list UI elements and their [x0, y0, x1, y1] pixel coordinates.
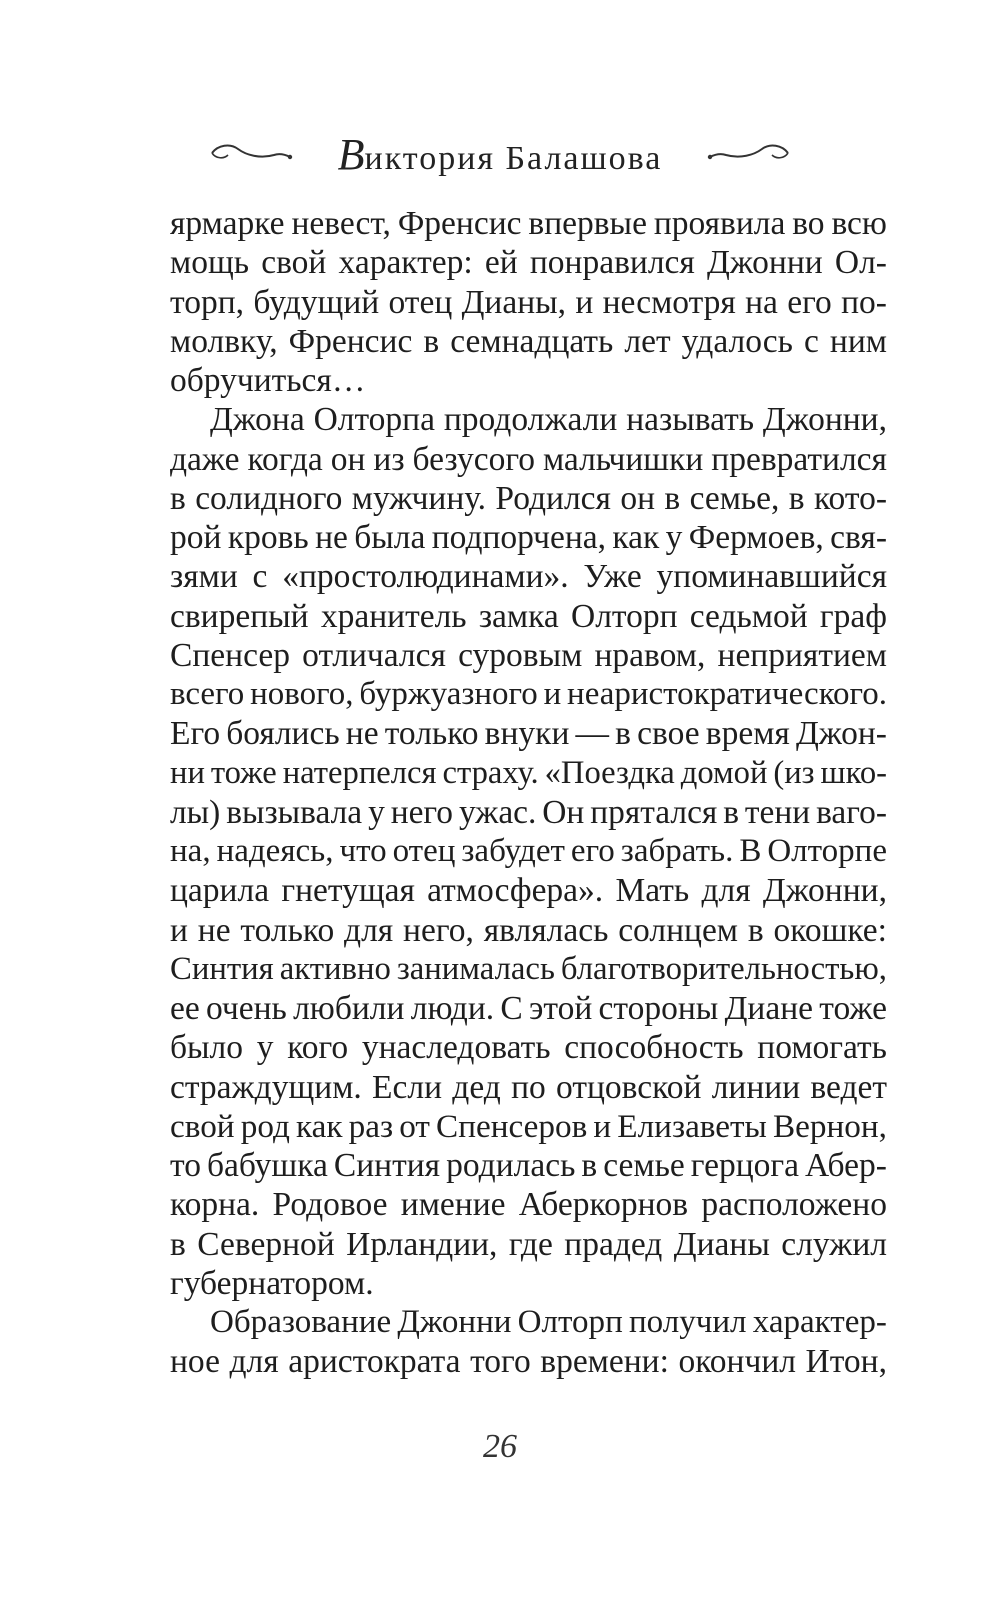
running-head-rest: иктория Балашова [364, 139, 663, 177]
text-line [170, 871, 887, 910]
text-word: окошке: [773, 911, 887, 949]
text-word: любили [293, 990, 405, 1027]
text-word: обручиться… [170, 362, 366, 399]
text-word: раз [348, 1107, 394, 1145]
text-word: Олторп [571, 597, 678, 635]
text-word: Дианы [673, 1225, 770, 1263]
text-word: (из [773, 754, 815, 791]
text-word: Джона [210, 401, 305, 439]
text-word: Родовое [272, 1186, 388, 1224]
text-word: ужас. [458, 793, 537, 831]
text-word: торп, [170, 283, 245, 321]
text-word: молвку, [170, 322, 278, 360]
page-number: 26 [483, 1428, 517, 1465]
text-word: в [170, 479, 186, 517]
text-word: свирепый [170, 597, 309, 635]
text-line [170, 636, 887, 675]
text-word: Олторп [517, 1304, 623, 1340]
text-word: седьмой [689, 597, 808, 635]
text-word: способность [564, 1029, 744, 1067]
text-word: свя- [830, 519, 887, 556]
text-word: надеясь, [216, 833, 334, 869]
text-word: Ол- [834, 244, 887, 282]
text-word: и [170, 911, 188, 949]
text-word: расположено [701, 1186, 887, 1224]
text-word: шко- [820, 754, 887, 791]
text-word: линии [711, 1068, 801, 1106]
text-word: Френсис [397, 205, 522, 242]
text-line [170, 989, 887, 1028]
text-word: Диане [724, 990, 814, 1027]
text-word: Итон, [805, 1343, 887, 1381]
text-word: С [500, 990, 523, 1027]
text-word: тоже [819, 990, 887, 1027]
text-line [170, 518, 887, 557]
text-word: атмосфера». [427, 872, 604, 910]
text-line [170, 832, 887, 871]
text-word: «простолюдинами». [282, 558, 569, 596]
text-word: кровь [227, 519, 309, 556]
text-word: Северной [197, 1225, 335, 1263]
text-word: зями [170, 558, 238, 596]
text-word: время [705, 715, 790, 753]
text-word: Елизаветы [617, 1107, 767, 1145]
text-word: характер- [752, 1304, 887, 1340]
text-line [170, 1185, 887, 1224]
text-line [170, 440, 887, 479]
text-word: для [701, 872, 751, 910]
text-word: страху. [442, 754, 539, 791]
text-word: всего [170, 676, 245, 712]
text-line [170, 283, 887, 322]
text-word: него, [403, 911, 474, 949]
right-flourish-icon [706, 137, 792, 171]
text-word: внуки [484, 715, 570, 753]
text-word: очень [206, 990, 287, 1027]
text-word: забрать. [620, 833, 734, 869]
text-word: рой [170, 519, 222, 556]
text-word: мальчишки [542, 440, 704, 478]
text-word: являлась [483, 911, 609, 949]
text-word: ни [170, 754, 205, 791]
text-word: Спенсер [170, 636, 290, 674]
text-word: было [170, 1029, 244, 1067]
text-word: не [197, 911, 231, 949]
text-word: ярмарке [170, 205, 285, 242]
text-word: гнетущая [281, 872, 415, 910]
text-word: с [804, 322, 819, 360]
text-word: солнцем [618, 911, 739, 949]
text-word: Образование [210, 1304, 392, 1340]
text-word: благотворительностью, [560, 950, 887, 987]
text-line [170, 400, 887, 439]
text-word: Спенсеров [436, 1107, 588, 1145]
text-word: от [399, 1107, 430, 1145]
text-word: из [373, 440, 405, 478]
text-word: прадед [564, 1225, 663, 1263]
text-line [170, 1107, 887, 1146]
text-line [170, 557, 887, 596]
text-word: — [575, 715, 610, 753]
text-word: семнадцать [450, 322, 614, 360]
text-word: отцовской [556, 1068, 702, 1106]
text-word: всю [831, 205, 887, 242]
text-word: активно [279, 950, 391, 987]
text-line [170, 950, 887, 989]
text-word: у [256, 1029, 274, 1067]
text-word: на [745, 283, 778, 321]
text-word: солидного [195, 479, 343, 517]
text-word: буржуазного [359, 676, 538, 712]
text-word: Мать [615, 872, 690, 910]
text-line [170, 714, 887, 753]
text-word: отец [392, 833, 456, 869]
text-word: у [665, 519, 683, 556]
text-word: несмотря [602, 283, 736, 321]
text-word: где [508, 1225, 553, 1263]
text-word: и [593, 1107, 612, 1145]
text-line [170, 597, 887, 636]
text-word: натерпелся [282, 754, 437, 791]
text-line [170, 911, 887, 950]
text-word: Олторпе [767, 833, 887, 869]
text-line [170, 1264, 887, 1303]
text-word: Если [372, 1068, 443, 1106]
text-word: Олторпа [313, 401, 435, 439]
text-word: и [543, 676, 562, 712]
text-word: времени: [540, 1343, 669, 1381]
text-word: свое [637, 715, 700, 753]
text-word: губернатором. [170, 1264, 374, 1302]
text-line [170, 675, 887, 714]
text-word: Джонни [397, 1304, 512, 1340]
text-word: страждущим. [170, 1068, 362, 1106]
text-word: характер: [338, 244, 473, 282]
text-word: его [570, 833, 615, 869]
text-word: занималась [396, 950, 555, 987]
text-word: «Поездка [544, 754, 675, 791]
text-word: того [470, 1343, 531, 1381]
text-word: вызывала [226, 793, 363, 831]
text-word: унаследовать [361, 1029, 551, 1067]
text-word: была [354, 519, 426, 556]
text-word: кого [287, 1029, 349, 1067]
text-word: ное [170, 1343, 220, 1381]
text-word: забудет [461, 833, 565, 869]
text-word: дед [452, 1068, 501, 1106]
text-word: свой [170, 1107, 235, 1145]
text-word: только [240, 911, 335, 949]
text-word: Вернон, [773, 1107, 887, 1145]
text-word: суровым [458, 636, 583, 674]
text-word: неаристократического. [567, 676, 887, 712]
text-word: бабушка [206, 1147, 328, 1184]
text-word: в [615, 715, 631, 753]
text-word: кото- [813, 479, 887, 517]
text-word: прятался [590, 793, 718, 831]
text-word: царила [170, 872, 270, 910]
text-word: в [723, 793, 739, 831]
text-word: в [747, 911, 764, 949]
text-word: ним [829, 322, 887, 360]
text-word: безусого [412, 440, 535, 478]
text-word: люди. [410, 990, 495, 1027]
text-word: в [788, 479, 805, 517]
text-word: Фермоев, [688, 519, 824, 556]
text-word: в [581, 1147, 598, 1184]
text-word: родилась [446, 1147, 576, 1184]
text-word: называть [626, 401, 755, 439]
text-word: помогать [757, 1029, 887, 1067]
text-word: проявила [653, 205, 786, 242]
text-word: Дианы, [461, 283, 567, 321]
text-word: Уже [583, 558, 642, 596]
text-word: стороны [598, 990, 719, 1027]
text-word: в [170, 1225, 186, 1263]
text-word: ваго- [816, 793, 887, 831]
text-word: что [339, 833, 387, 869]
text-word: во [792, 205, 825, 242]
text-word: на, [170, 833, 211, 869]
text-word: даже [170, 440, 240, 478]
text-line [170, 754, 887, 793]
text-word: Синтия [333, 1147, 441, 1184]
text-word: понравился [529, 244, 695, 282]
text-word: неприятием [717, 636, 887, 674]
text-word: для [344, 911, 394, 949]
text-word: упоминавшийся [656, 558, 887, 596]
text-word: получил [628, 1304, 747, 1340]
text-word: Джонни [707, 244, 823, 282]
text-word: мощь [170, 244, 250, 282]
text-word: Абер- [805, 1147, 887, 1184]
text-word: отличался [302, 636, 446, 674]
text-word: хранитель [320, 597, 467, 635]
text-word: семье [603, 1147, 685, 1184]
text-word: подпорчена, [431, 519, 606, 556]
text-word: ей [484, 244, 518, 282]
text-line [170, 361, 887, 400]
text-word: превратился [711, 440, 887, 478]
body-text [170, 204, 887, 1382]
text-line [170, 1303, 887, 1342]
text-line [170, 1028, 887, 1067]
text-word: Френсис [288, 322, 413, 360]
text-word: в [423, 322, 440, 360]
text-line [170, 243, 887, 282]
text-word: него [390, 793, 454, 831]
text-word: как [295, 1107, 343, 1145]
text-word: он [620, 479, 656, 517]
text-word: Джонни, [762, 872, 887, 910]
text-line [170, 1342, 887, 1381]
text-word: невест, [291, 205, 391, 242]
text-word: не [345, 715, 379, 753]
text-word: по- [841, 283, 887, 321]
text-word: только [384, 715, 479, 753]
text-word: Его [170, 715, 221, 753]
running-head-title [338, 129, 663, 180]
text-word: Он [542, 793, 585, 831]
text-word: ее [170, 990, 200, 1027]
text-line [170, 204, 887, 243]
text-word: отец [388, 283, 453, 321]
text-word: для [229, 1343, 279, 1381]
text-word: герцога [690, 1147, 799, 1184]
text-word: Джонни, [762, 401, 887, 439]
text-word: лы) [170, 793, 221, 831]
running-head [0, 124, 1000, 184]
text-line [170, 1146, 887, 1185]
text-word: как [612, 519, 660, 556]
text-word: тоже [210, 754, 277, 791]
text-word: продолжали [443, 401, 618, 439]
text-line [170, 1068, 887, 1107]
text-word: ведет [810, 1068, 887, 1106]
text-word: граф [819, 597, 887, 635]
text-word: по [511, 1068, 546, 1106]
text-word: нового, [250, 676, 354, 712]
text-line [170, 1225, 887, 1264]
text-word: тени [744, 793, 811, 831]
running-head-initial: В [337, 129, 365, 179]
text-word: мужчину. [351, 479, 487, 517]
text-word: у [368, 793, 385, 831]
text-line [170, 479, 887, 518]
text-word: нравом, [594, 636, 706, 674]
text-word: корна. [170, 1186, 260, 1224]
text-word: удалось [681, 322, 793, 360]
text-word: этой [529, 990, 593, 1027]
text-word: Аберкорнов [518, 1186, 689, 1224]
text-word: свой [261, 244, 327, 282]
text-word: то [170, 1147, 201, 1184]
text-word: Ирландии, [346, 1225, 498, 1263]
text-word: замка [478, 597, 559, 635]
text-word: В [739, 833, 762, 869]
text-word: семье, [689, 479, 780, 517]
text-word: будущий [253, 283, 380, 321]
text-word: когда [247, 440, 323, 478]
text-line [170, 322, 887, 361]
text-word: не [315, 519, 348, 556]
text-word: окончил [678, 1343, 796, 1381]
text-word: имение [400, 1186, 506, 1224]
text-word: Джон- [795, 715, 887, 753]
text-word: Родился [495, 479, 611, 517]
text-word: аристократа [288, 1343, 461, 1381]
text-word: и [575, 283, 594, 321]
text-word: с [252, 558, 268, 596]
text-word: впервые [528, 205, 647, 242]
text-word: служил [781, 1225, 887, 1263]
text-word: он [330, 440, 366, 478]
text-word: домой [680, 754, 768, 791]
text-word: род [240, 1107, 290, 1145]
text-word: лет [624, 322, 671, 360]
text-line [170, 793, 887, 832]
text-word: боялись [226, 715, 340, 753]
text-word: его [787, 283, 832, 321]
left-flourish-icon [208, 137, 294, 171]
text-word: Синтия [170, 950, 274, 987]
text-word: в [664, 479, 681, 517]
